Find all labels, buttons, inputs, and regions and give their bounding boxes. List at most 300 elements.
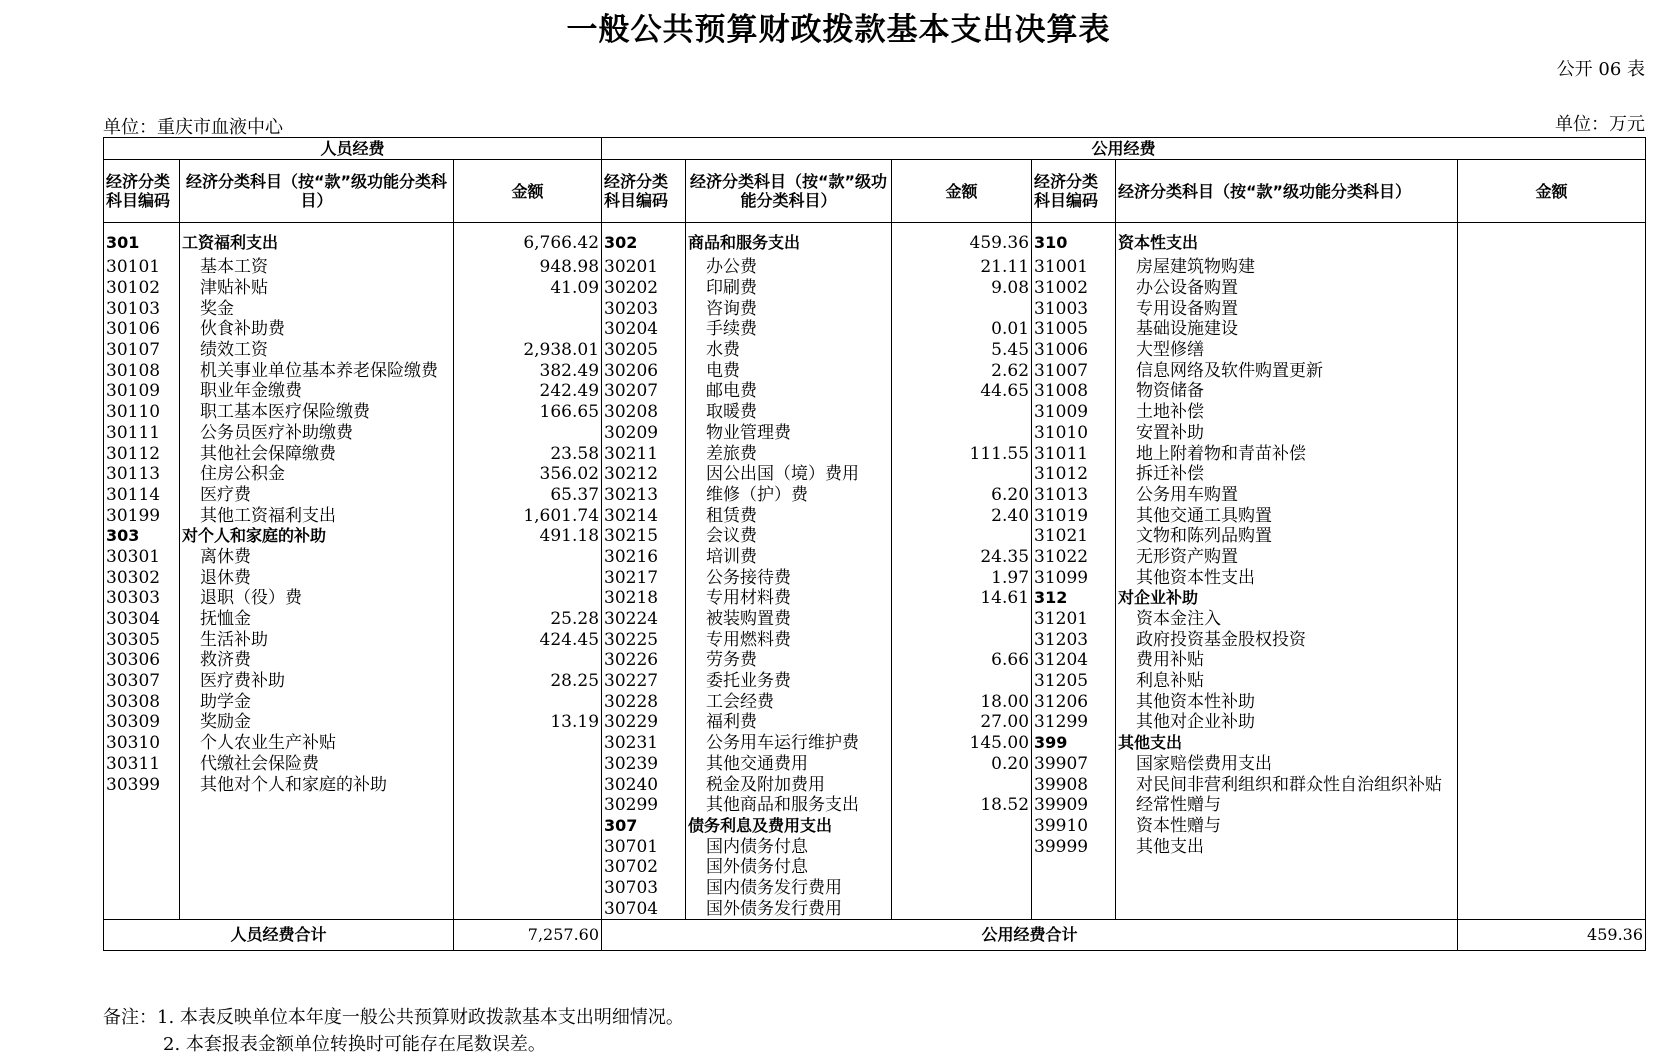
item-name-cell: 其他支出: [1116, 733, 1458, 754]
item-name-cell: 委托业务费: [686, 671, 892, 692]
amount-cell: 28.25: [454, 671, 602, 692]
form-number: 公开 06 表: [1556, 59, 1645, 80]
amount-cell: [1458, 650, 1646, 671]
code-cell: 31008: [1032, 381, 1116, 402]
code-cell: 31206: [1032, 691, 1116, 712]
amount-cell: 1.97: [892, 567, 1032, 588]
amount-cell: 382.49: [454, 360, 602, 381]
column-header-row: [104, 160, 1646, 223]
amount-cell: [892, 609, 1032, 630]
code-cell: [1032, 898, 1116, 919]
code-cell: 30211: [602, 443, 686, 464]
item-name-cell: 其他对企业补助: [1116, 712, 1458, 733]
item-name-cell: 国内债务付息: [686, 836, 892, 857]
code-cell: 31201: [1032, 609, 1116, 630]
amount-cell: 18.52: [892, 795, 1032, 816]
code-cell: 31012: [1032, 464, 1116, 485]
public-total-label: 公用经费合计: [602, 920, 1458, 951]
item-name-cell: 手续费: [686, 319, 892, 340]
item-name-cell: 专用材料费: [686, 588, 892, 609]
header-name: 经济分类科目（按“款”级功能分类科目）: [686, 160, 892, 223]
amount-cell: [454, 795, 602, 816]
item-name-cell: 对企业补助: [1116, 588, 1458, 609]
table-row: [104, 650, 1646, 671]
table-row: [104, 402, 1646, 423]
code-cell: 302: [602, 223, 686, 258]
amount-cell: [892, 878, 1032, 899]
code-cell: 30216: [602, 547, 686, 568]
item-name-cell: 资本性赠与: [1116, 816, 1458, 837]
item-name-cell: 生活补助: [180, 629, 454, 650]
header-code: 经济分类科目编码: [602, 160, 686, 223]
amount-cell: [1458, 526, 1646, 547]
note-line: 备注：1. 本表反映单位本年度一般公共预算财政拨款基本支出明细情况。: [103, 1007, 684, 1028]
amount-cell: 44.65: [892, 381, 1032, 402]
item-name-cell: 文物和陈列品购置: [1116, 526, 1458, 547]
item-name-cell: 专用设备购置: [1116, 298, 1458, 319]
amount-cell: [454, 691, 602, 712]
code-cell: [104, 878, 180, 899]
item-name-cell: 咨询费: [686, 298, 892, 319]
item-name-cell: 信息网络及软件购置更新: [1116, 360, 1458, 381]
item-name-cell: 利息补贴: [1116, 671, 1458, 692]
item-name-cell: [180, 898, 454, 919]
item-name-cell: 土地补偿: [1116, 402, 1458, 423]
item-name-cell: 拆迁补偿: [1116, 464, 1458, 485]
table-row: [104, 319, 1646, 340]
table-row: [104, 547, 1646, 568]
code-cell: 31022: [1032, 547, 1116, 568]
item-name-cell: 奖金: [180, 298, 454, 319]
code-cell: [1032, 878, 1116, 899]
item-name-cell: 公务员医疗补助缴费: [180, 423, 454, 444]
group-personnel: 人员经费: [104, 138, 602, 160]
amount-cell: 111.55: [892, 443, 1032, 464]
table-row: [104, 257, 1646, 278]
code-cell: 399: [1032, 733, 1116, 754]
code-cell: 30215: [602, 526, 686, 547]
code-cell: 30228: [602, 691, 686, 712]
amount-cell: 145.00: [892, 733, 1032, 754]
amount-cell: [1458, 485, 1646, 506]
code-cell: 30214: [602, 505, 686, 526]
header-amount: 金额: [892, 160, 1032, 223]
amount-cell: [1458, 898, 1646, 919]
personnel-total-value: 7,257.60: [454, 920, 602, 951]
item-name-cell: 房屋建筑物购建: [1116, 257, 1458, 278]
amount-cell: [1458, 319, 1646, 340]
code-cell: 31005: [1032, 319, 1116, 340]
code-cell: 30218: [602, 588, 686, 609]
item-name-cell: 住房公积金: [180, 464, 454, 485]
amount-cell: 9.08: [892, 278, 1032, 299]
amount-cell: 21.11: [892, 257, 1032, 278]
code-cell: 30303: [104, 588, 180, 609]
code-cell: 30240: [602, 774, 686, 795]
table-row: [104, 464, 1646, 485]
group-public: 公用经费: [602, 138, 1646, 160]
amount-cell: [454, 319, 602, 340]
amount-cell: [892, 526, 1032, 547]
amount-cell: 491.18: [454, 526, 602, 547]
table-row: [104, 443, 1646, 464]
code-cell: [104, 857, 180, 878]
table-row: [104, 340, 1646, 361]
item-name-cell: 地上附着物和青苗补偿: [1116, 443, 1458, 464]
item-name-cell: [180, 816, 454, 837]
amount-cell: 0.20: [892, 754, 1032, 775]
item-name-cell: [180, 836, 454, 857]
header-code: 经济分类科目编码: [104, 160, 180, 223]
header-amount: 金额: [454, 160, 602, 223]
item-name-cell: 退休费: [180, 567, 454, 588]
header-name: 经济分类科目（按“款”级功能分类科目）: [180, 160, 454, 223]
code-cell: 30239: [602, 754, 686, 775]
item-name-cell: [1116, 898, 1458, 919]
item-name-cell: 水费: [686, 340, 892, 361]
table-row: [104, 733, 1646, 754]
amount-cell: 166.65: [454, 402, 602, 423]
code-cell: 30308: [104, 691, 180, 712]
amount-cell: [1458, 547, 1646, 568]
item-name-cell: 因公出国（境）费用: [686, 464, 892, 485]
note-line: 2. 本套报表金额单位转换时可能存在尾数误差。: [163, 1034, 546, 1055]
item-name-cell: 职业年金缴费: [180, 381, 454, 402]
item-name-cell: 国家赔偿费用支出: [1116, 754, 1458, 775]
code-cell: 30307: [104, 671, 180, 692]
table-row: [104, 381, 1646, 402]
item-name-cell: 租赁费: [686, 505, 892, 526]
amount-cell: [1458, 423, 1646, 444]
item-name-cell: 劳务费: [686, 650, 892, 671]
amount-cell: [1458, 588, 1646, 609]
amount-cell: [1458, 754, 1646, 775]
amount-cell: 14.61: [892, 588, 1032, 609]
code-cell: 30225: [602, 629, 686, 650]
amount-cell: [1458, 671, 1646, 692]
table-row: [104, 754, 1646, 775]
item-name-cell: 公务用车购置: [1116, 485, 1458, 506]
item-name-cell: 经常性赠与: [1116, 795, 1458, 816]
code-cell: 39907: [1032, 754, 1116, 775]
item-name-cell: 政府投资基金股权投资: [1116, 629, 1458, 650]
code-cell: 31003: [1032, 298, 1116, 319]
code-cell: 30702: [602, 857, 686, 878]
amount-cell: [1458, 360, 1646, 381]
code-cell: 30310: [104, 733, 180, 754]
item-name-cell: 无形资产购置: [1116, 547, 1458, 568]
code-cell: 30306: [104, 650, 180, 671]
item-name-cell: 其他工资福利支出: [180, 505, 454, 526]
code-cell: 30205: [602, 340, 686, 361]
code-cell: 30101: [104, 257, 180, 278]
item-name-cell: 其他商品和服务支出: [686, 795, 892, 816]
amount-cell: [1458, 278, 1646, 299]
code-cell: 30113: [104, 464, 180, 485]
code-cell: 39909: [1032, 795, 1116, 816]
amount-cell: 65.37: [454, 485, 602, 506]
item-name-cell: 离休费: [180, 547, 454, 568]
currency-unit: 单位：万元: [1555, 114, 1645, 135]
code-cell: 30108: [104, 360, 180, 381]
code-cell: 30202: [602, 278, 686, 299]
code-cell: 30212: [602, 464, 686, 485]
code-cell: 310: [1032, 223, 1116, 258]
item-name-cell: 其他资本性补助: [1116, 691, 1458, 712]
code-cell: 30103: [104, 298, 180, 319]
amount-cell: [1458, 223, 1646, 258]
code-cell: 30102: [104, 278, 180, 299]
code-cell: [104, 836, 180, 857]
item-name-cell: 国内债务发行费用: [686, 878, 892, 899]
item-name-cell: 被装购置费: [686, 609, 892, 630]
amount-cell: [454, 836, 602, 857]
amount-cell: [1458, 629, 1646, 650]
code-cell: 30399: [104, 774, 180, 795]
amount-cell: 5.45: [892, 340, 1032, 361]
amount-cell: [454, 898, 602, 919]
code-cell: [104, 816, 180, 837]
code-cell: 30114: [104, 485, 180, 506]
item-name-cell: 公务用车运行维护费: [686, 733, 892, 754]
notes: [103, 1004, 684, 1058]
amount-cell: [1458, 505, 1646, 526]
table-row: [104, 671, 1646, 692]
amount-cell: 356.02: [454, 464, 602, 485]
item-name-cell: 其他资本性支出: [1116, 567, 1458, 588]
code-cell: 31099: [1032, 567, 1116, 588]
amount-cell: [1458, 795, 1646, 816]
code-cell: 30208: [602, 402, 686, 423]
code-cell: 39908: [1032, 774, 1116, 795]
code-cell: 30305: [104, 629, 180, 650]
code-cell: 30199: [104, 505, 180, 526]
code-cell: 39999: [1032, 836, 1116, 857]
item-name-cell: 其他对个人和家庭的补助: [180, 774, 454, 795]
code-cell: 30207: [602, 381, 686, 402]
amount-cell: 242.49: [454, 381, 602, 402]
item-name-cell: 其他社会保障缴费: [180, 443, 454, 464]
item-name-cell: 邮电费: [686, 381, 892, 402]
item-name-cell: 电费: [686, 360, 892, 381]
amount-cell: [1458, 340, 1646, 361]
amount-cell: [1458, 691, 1646, 712]
item-name-cell: 税金及附加费用: [686, 774, 892, 795]
amount-cell: [1458, 816, 1646, 837]
amount-cell: [454, 298, 602, 319]
item-name-cell: 资本金注入: [1116, 609, 1458, 630]
item-name-cell: 医疗费: [180, 485, 454, 506]
item-name-cell: 对个人和家庭的补助: [180, 526, 454, 547]
item-name-cell: 奖励金: [180, 712, 454, 733]
code-cell: 30704: [602, 898, 686, 919]
table-row: [104, 588, 1646, 609]
amount-cell: 27.00: [892, 712, 1032, 733]
table-row: [104, 857, 1646, 878]
amount-cell: [454, 547, 602, 568]
amount-cell: [1458, 402, 1646, 423]
item-name-cell: 基础设施建设: [1116, 319, 1458, 340]
item-name-cell: 商品和服务支出: [686, 223, 892, 258]
item-name-cell: 伙食补助费: [180, 319, 454, 340]
item-name-cell: 公务接待费: [686, 567, 892, 588]
amount-cell: 424.45: [454, 629, 602, 650]
amount-cell: [1458, 774, 1646, 795]
amount-cell: [892, 671, 1032, 692]
code-cell: 30201: [602, 257, 686, 278]
code-cell: 30302: [104, 567, 180, 588]
table-row: [104, 629, 1646, 650]
item-name-cell: 基本工资: [180, 257, 454, 278]
amount-cell: [454, 774, 602, 795]
code-cell: 30309: [104, 712, 180, 733]
code-cell: 30703: [602, 878, 686, 899]
amount-cell: [454, 567, 602, 588]
amount-cell: [1458, 464, 1646, 485]
table-row: [104, 526, 1646, 547]
code-cell: 30304: [104, 609, 180, 630]
item-name-cell: 资本性支出: [1116, 223, 1458, 258]
item-name-cell: 会议费: [686, 526, 892, 547]
amount-cell: 13.19: [454, 712, 602, 733]
amount-cell: 948.98: [454, 257, 602, 278]
item-name-cell: 退职（役）费: [180, 588, 454, 609]
item-name-cell: 大型修缮: [1116, 340, 1458, 361]
amount-cell: 41.09: [454, 278, 602, 299]
item-name-cell: 机关事业单位基本养老保险缴费: [180, 360, 454, 381]
table-row: [104, 609, 1646, 630]
code-cell: 31013: [1032, 485, 1116, 506]
header-code: 经济分类科目编码: [1032, 160, 1116, 223]
item-name-cell: 办公费: [686, 257, 892, 278]
item-name-cell: 债务利息及费用支出: [686, 816, 892, 837]
code-cell: 31009: [1032, 402, 1116, 423]
amount-cell: [892, 298, 1032, 319]
amount-cell: 6.66: [892, 650, 1032, 671]
amount-cell: [454, 588, 602, 609]
amount-cell: [1458, 878, 1646, 899]
code-cell: 30112: [104, 443, 180, 464]
amount-cell: [454, 878, 602, 899]
item-name-cell: 办公设备购置: [1116, 278, 1458, 299]
amount-cell: [454, 857, 602, 878]
item-name-cell: [1116, 878, 1458, 899]
item-name-cell: [180, 795, 454, 816]
code-cell: 30701: [602, 836, 686, 857]
code-cell: 30231: [602, 733, 686, 754]
table-row: [104, 774, 1646, 795]
amount-cell: [1458, 857, 1646, 878]
table-row: [104, 223, 1646, 258]
amount-cell: 25.28: [454, 609, 602, 630]
code-cell: 31011: [1032, 443, 1116, 464]
personnel-total-label: 人员经费合计: [104, 920, 454, 951]
amount-cell: 6.20: [892, 485, 1032, 506]
code-cell: 39910: [1032, 816, 1116, 837]
code-cell: 31299: [1032, 712, 1116, 733]
table-row: [104, 360, 1646, 381]
code-cell: 31010: [1032, 423, 1116, 444]
code-cell: 30209: [602, 423, 686, 444]
amount-cell: [454, 650, 602, 671]
amount-cell: [1458, 712, 1646, 733]
code-cell: 30106: [104, 319, 180, 340]
code-cell: 30227: [602, 671, 686, 692]
amount-cell: [454, 754, 602, 775]
code-cell: [104, 795, 180, 816]
item-name-cell: 国外债务付息: [686, 857, 892, 878]
item-name-cell: 维修（护）费: [686, 485, 892, 506]
item-name-cell: [180, 878, 454, 899]
code-cell: 30206: [602, 360, 686, 381]
amount-cell: [892, 464, 1032, 485]
code-cell: 307: [602, 816, 686, 837]
code-cell: 30229: [602, 712, 686, 733]
item-name-cell: 救济费: [180, 650, 454, 671]
public-total-value: 459.36: [1458, 920, 1646, 951]
amount-cell: 2,938.01: [454, 340, 602, 361]
amount-cell: 18.00: [892, 691, 1032, 712]
code-cell: 31203: [1032, 629, 1116, 650]
code-cell: 31001: [1032, 257, 1116, 278]
item-name-cell: 绩效工资: [180, 340, 454, 361]
amount-cell: 6,766.42: [454, 223, 602, 258]
amount-cell: [454, 816, 602, 837]
code-cell: 30217: [602, 567, 686, 588]
code-cell: 30226: [602, 650, 686, 671]
amount-cell: [892, 816, 1032, 837]
amount-cell: 23.58: [454, 443, 602, 464]
table-row: [104, 278, 1646, 299]
item-name-cell: 代缴社会保险费: [180, 754, 454, 775]
item-name-cell: 工会经费: [686, 691, 892, 712]
item-name-cell: 国外债务发行费用: [686, 898, 892, 919]
table-row: [104, 898, 1646, 919]
table-row: [104, 712, 1646, 733]
amount-cell: 1,601.74: [454, 505, 602, 526]
amount-cell: [1458, 298, 1646, 319]
item-name-cell: 安置补助: [1116, 423, 1458, 444]
amount-cell: [1458, 381, 1646, 402]
code-cell: 30204: [602, 319, 686, 340]
item-name-cell: 福利费: [686, 712, 892, 733]
header-name: 经济分类科目（按“款”级功能分类科目）: [1116, 160, 1458, 223]
item-name-cell: 培训费: [686, 547, 892, 568]
code-cell: [104, 898, 180, 919]
amount-cell: 2.40: [892, 505, 1032, 526]
item-name-cell: 差旅费: [686, 443, 892, 464]
item-name-cell: 助学金: [180, 691, 454, 712]
table-row: [104, 505, 1646, 526]
code-cell: 30111: [104, 423, 180, 444]
code-cell: 30311: [104, 754, 180, 775]
item-name-cell: 其他交通费用: [686, 754, 892, 775]
code-cell: 30299: [602, 795, 686, 816]
page-title: 一般公共预算财政拨款基本支出决算表: [566, 12, 1111, 48]
table-row: [104, 816, 1646, 837]
item-name-cell: 职工基本医疗保险缴费: [180, 402, 454, 423]
code-cell: 31006: [1032, 340, 1116, 361]
table-row: [104, 795, 1646, 816]
item-name-cell: 津贴补贴: [180, 278, 454, 299]
code-cell: 31205: [1032, 671, 1116, 692]
table-row: [104, 298, 1646, 319]
code-cell: 31002: [1032, 278, 1116, 299]
table-row: [104, 836, 1646, 857]
code-cell: 30110: [104, 402, 180, 423]
code-cell: 30203: [602, 298, 686, 319]
item-name-cell: 物资储备: [1116, 381, 1458, 402]
